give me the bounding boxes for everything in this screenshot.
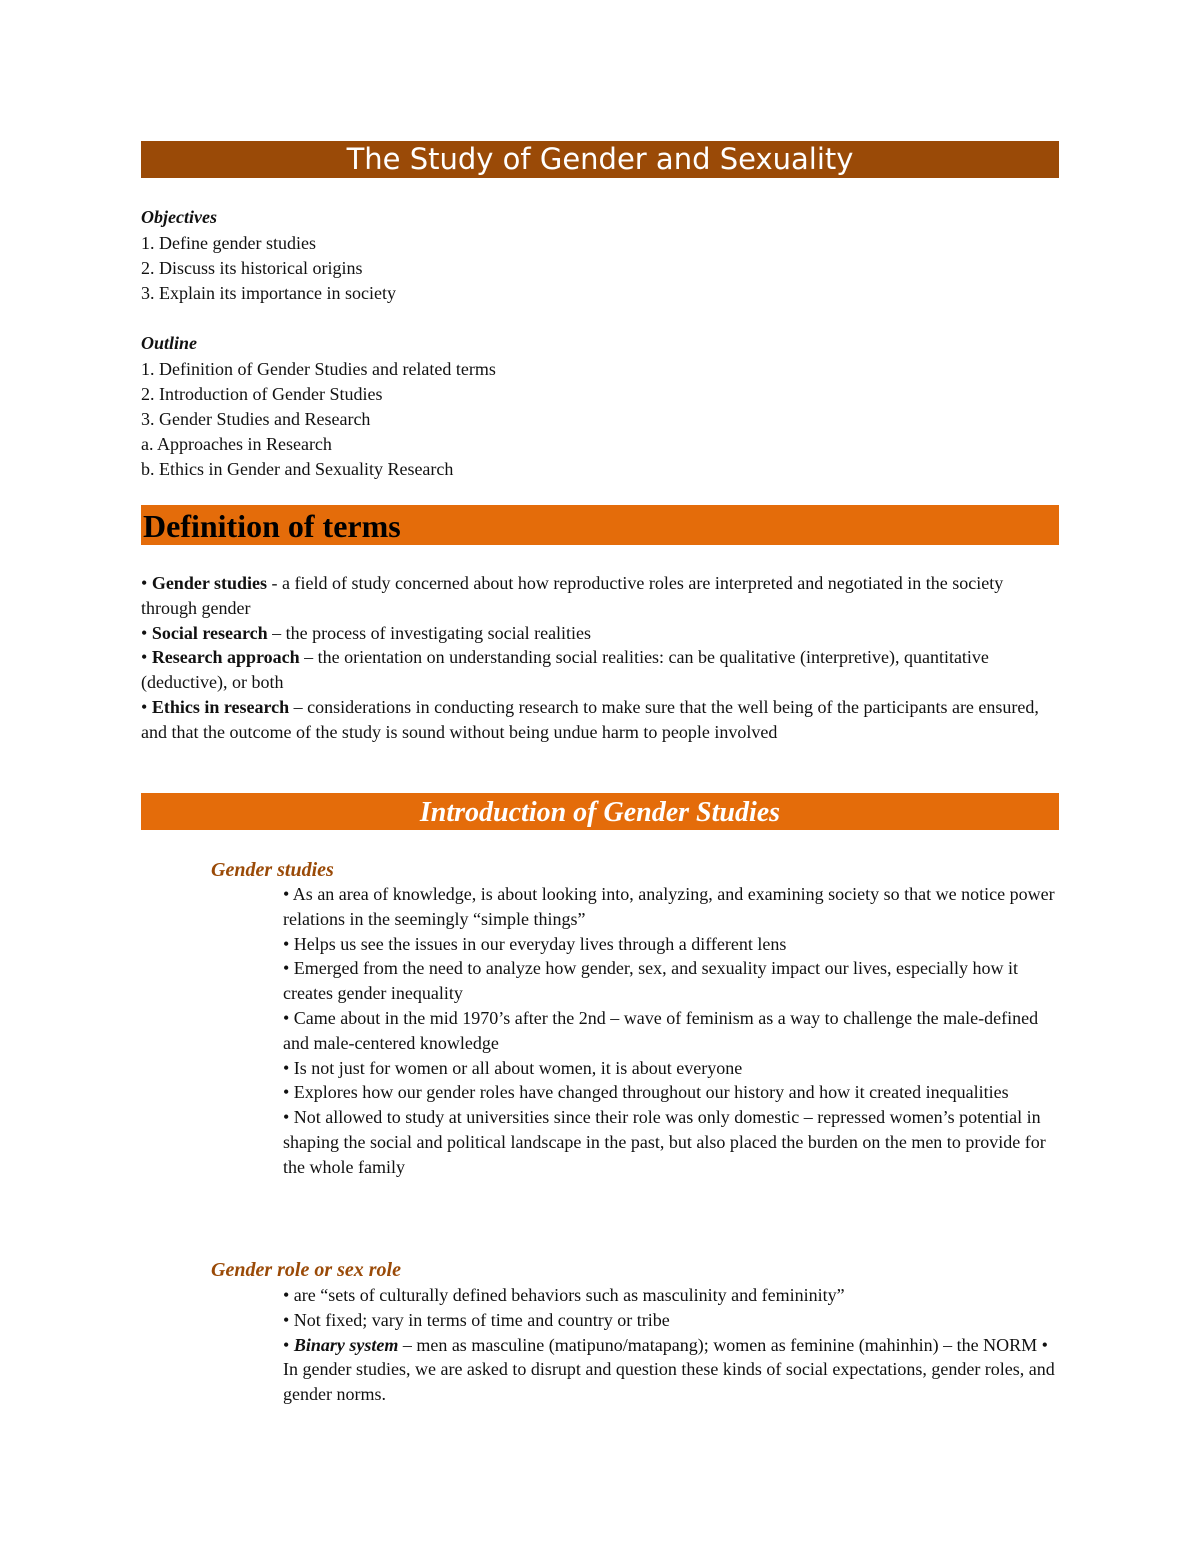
list-item — [283, 1333, 1063, 1407]
definition-text: – the process of investigating social realities — [267, 622, 592, 643]
introduction-heading: Introduction of Gender Studies — [141, 793, 1059, 830]
bullet: • — [141, 696, 152, 717]
definition-text: – the orientation on understanding social realities: can be qualitative (interpretive), quantitative (deductive), or both — [141, 647, 989, 693]
list-item: • Explores how our gender roles have changed throughout our history and how it created inequalities — [283, 1082, 1009, 1103]
definition-text: – considerations in conducting research to make sure that the well being of the participants are ensured, and that the outcome of the study is sound without being undue harm to people involved — [141, 696, 1039, 742]
definitions-list — [141, 571, 1059, 745]
list-item-text: – men as masculine (matipuno/matapang); women as feminine (mahinhin) – the NORM • In gender studies, we are asked to disrupt and question these kinds of social expectations, gender roles, and gender norms. — [283, 1334, 1055, 1405]
gender-studies-list — [283, 882, 1063, 1180]
list-item: • Is not just for women or all about women, it is about everyone — [283, 1057, 743, 1078]
definition-term: Research approach — [151, 647, 300, 668]
outline-item: b. Ethics in Gender and Sexuality Research — [141, 459, 454, 479]
bullet: • — [141, 647, 152, 668]
definition-term: Ethics in research — [151, 696, 290, 717]
definitions-heading: Definition of terms — [141, 505, 1059, 545]
objective-item: 3. Explain its importance in society — [141, 283, 396, 303]
list-item: • Came about in the mid 1970’s after the 2nd – wave of feminism as a way to challenge the male-defined and male-centered knowledge — [283, 1007, 1039, 1053]
document-title: The Study of Gender and Sexuality — [141, 141, 1059, 178]
objectives-heading: Objectives — [141, 207, 217, 227]
list-item: • As an area of knowledge, is about looking into, analyzing, and examining society so that we notice power relations in the seemingly “simple things” — [283, 884, 1055, 929]
binary-system-term: Binary system — [293, 1334, 399, 1355]
definition-term: Gender studies — [151, 573, 267, 593]
definition-item — [141, 621, 1059, 646]
bullet: • — [141, 622, 152, 643]
objective-item: 1. Define gender studies — [141, 233, 316, 253]
gender-role-subheading: Gender role or sex role — [211, 1259, 401, 1281]
outline-item: 3. Gender Studies and Research — [141, 409, 371, 429]
bullet: • — [283, 1334, 294, 1355]
outline-item: a. Approaches in Research — [141, 434, 332, 454]
outline-heading: Outline — [141, 333, 198, 353]
definition-text: - a field of study concerned about how reproductive roles are interpreted and negotiated in the society through gender — [141, 573, 1004, 618]
list-item: • Helps us see the issues in our everyday lives through a different lens — [283, 933, 787, 954]
definition-item — [141, 695, 1059, 745]
gender-studies-subheading: Gender studies — [211, 859, 334, 881]
objective-item: 2. Discuss its historical origins — [141, 258, 363, 278]
bullet: • — [141, 573, 152, 593]
outline-item: 1. Definition of Gender Studies and related terms — [141, 359, 496, 379]
definition-item — [141, 571, 1059, 621]
definition-term: Social research — [151, 622, 268, 643]
definition-item — [141, 645, 1059, 695]
list-item: • Not allowed to study at universities since their role was only domestic – repressed women’s potential in shaping the social and political landscape in the past, but also placed the burden on the men to provide for the whole family — [283, 1107, 1046, 1177]
outline-item: 2. Introduction of Gender Studies — [141, 384, 383, 404]
list-item: • are “sets of culturally defined behaviors such as masculinity and femininity” — [283, 1285, 845, 1305]
list-item: • Not fixed; vary in terms of time and country or tribe — [283, 1309, 670, 1330]
list-item: • Emerged from the need to analyze how gender, sex, and sexuality impact our lives, especially how it creates gender inequality — [283, 958, 1019, 1004]
gender-role-list — [283, 1283, 1063, 1407]
